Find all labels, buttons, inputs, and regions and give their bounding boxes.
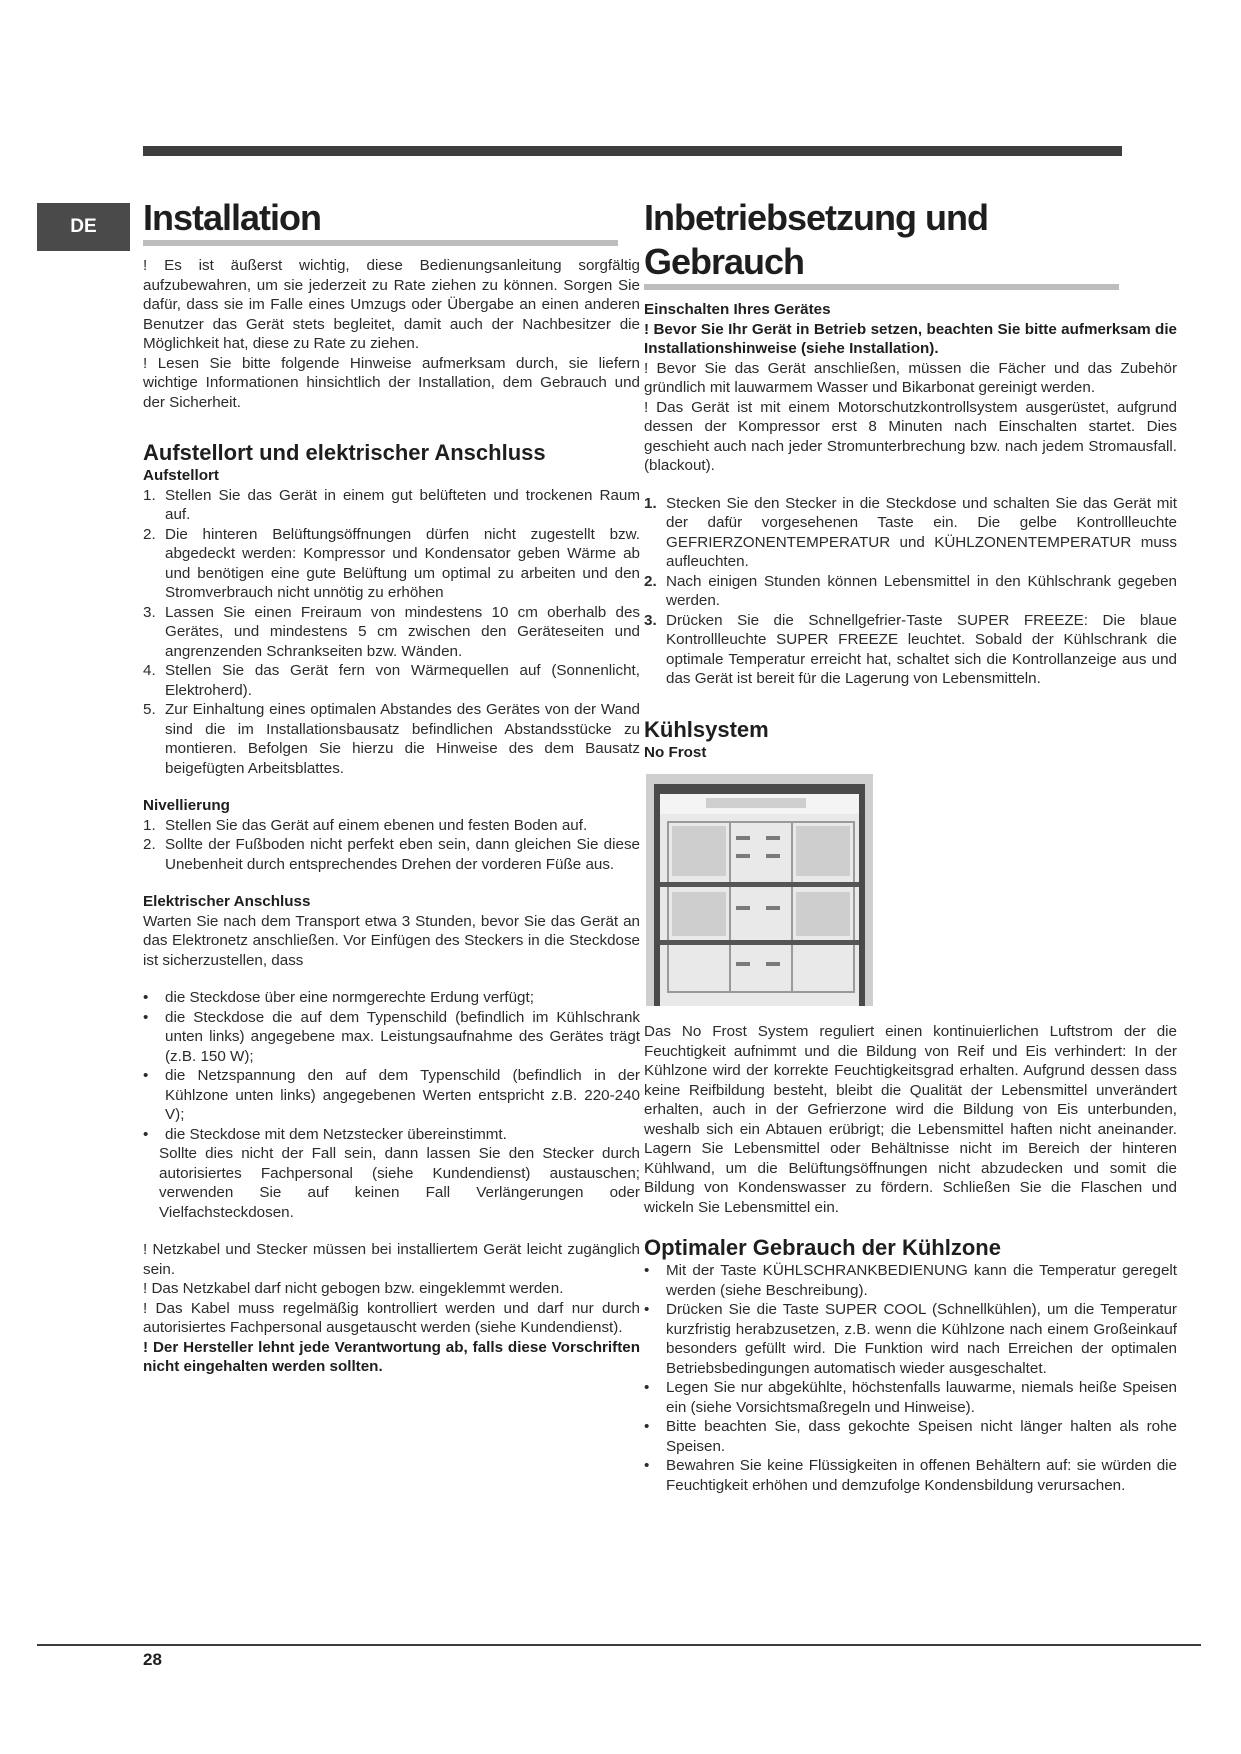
list-item: • Drücken Sie die Taste SUPER COOL (Schnellkühlen), um die Temperatur kurzfristig herabzusetzen, z.B. wenn die Kühlzone nach einem Großeinkauf besonders gefüllt wird. Die Funktion wird nach Erreichen der optimalen Betriebsbedingungen automatisch wieder ausgeschaltet. (644, 1300, 1177, 1378)
note-1: ! Netzkabel und Stecker müssen bei installiertem Gerät leicht zugänglich sein. (143, 1241, 640, 1278)
list-item: 2. Nach einigen Stunden können Lebensmittel in den Kühlschrank gegeben werden. (644, 572, 1177, 609)
language-tab: DE (37, 203, 130, 251)
list-item: 2. Sollte der Fußboden nicht perfekt eben sein, dann gleichen Sie diese Unebenheit durch entsprechendes Drehen der vorderen Füße aus. (143, 836, 640, 873)
note-4: ! Der Hersteller lehnt jede Verantwortung ab, falls diese Vorschriften nicht eingehalten werden sollten. (143, 1338, 640, 1375)
footer-rule (37, 1644, 1201, 1646)
elektrisch-after: Sollte dies nicht der Fall sein, dann lassen Sie den Stecker durch autorisiertes Fachpersonal (siehe Kundendienst) austauschen; verwenden Sie auf keinen Fall Verlängerungen oder Vielfachsteckdosen. (159, 1145, 640, 1221)
list-item: • Bewahren Sie keine Flüssigkeiten in offenen Behältern auf: sie würden die Feuchtigkeit erhöhen und demzufolge Kondensbildung verursachen. (644, 1456, 1177, 1495)
no-frost-paragraph: Das No Frost System reguliert einen kontinuierlichen Luftstrom der die Feuchtigkeit aufnimmt und die Bildung von Reif und Eis verhindert: In der Kühlzone wird der korrekte Feuchtigkeitsgrad erhalten. Aufgrund dessen dass keine Reifbildung besteht, bleibt die Qualität der Lebensmittel unverändert erhalten, auch in der Gefrierzone wird die Bildung von Eis unterbunden, weshalb sich ein Abtauen erübrigt; die Lebensmittel haften nicht aneinander. Lagern Sie Lebensmittel oder Behältnisse nicht im Bereich der hinteren Kühlwand, um die Belüftungsöffnungen nicht abzudecken und somit die Bildung von Kondenswasser zu fördern. Schließen Sie die Flaschen und wickeln Sie Lebensmittel ein. (644, 1023, 1177, 1216)
note-3: ! Das Kabel muss regelmäßig kontrolliert werden und darf nur durch autorisiertes Fachpersonal ausgetauscht werden (siehe Kundendienst). (143, 1299, 640, 1336)
installation-title: Installation (143, 197, 322, 238)
einschalten-warning: ! Bevor Sie Ihr Gerät in Betrieb setzen, beachten Sie bitte aufmerksam die Installationshinweise (siehe Installation). (644, 320, 1177, 357)
inbetrieb-title-line1: Inbetriebsetzung und (644, 197, 988, 238)
list-item: • Bitte beachten Sie, dass gekochte Speisen nicht länger halten als rohe Speisen. (644, 1417, 1177, 1456)
sub-elektrischer-anschluss: Elektrischer Anschluss (143, 893, 311, 910)
list-item: 3. Lassen Sie einen Freiraum von mindestens 10 cm oberhalb des Gerätes, und mindestens 5 cm zwischen den Geräteseiten und angrenzenden Schrankseiten bzw. Wänden. (143, 603, 640, 660)
intro-paragraph-1: ! Es ist äußerst wichtig, diese Bedienungsanleitung sorgfältig aufzubewahren, um sie jederzeit zu Rate ziehen zu können. Sorgen Sie dafür, dass sie im Falle eines Umzugs oder Übergabe an einen anderen Benutzer das Gerät stets begleitet, damit auch der Nachbesitzer die Möglichkeit hat, diese zu Rate zu ziehen. (143, 257, 640, 352)
list-item: 4. Stellen Sie das Gerät fern von Wärmequellen auf (Sonnenlicht, Elektroherd). (143, 662, 640, 699)
list-item: 5. Zur Einhaltung eines optimalen Abstandes des Gerätes von der Wand sind die im Installationsbausatz befindlichen Abstandsstücke zu montieren. Befolgen Sie hierzu die Hinweise des dem Bausatz beigefügten Arbeitsblattes. (143, 701, 640, 777)
list-item: 3. Drücken Sie die Schnellgefrier-Taste SUPER FREEZE: Die blaue Kontrollleuchte SUPER FREEZE leuchtet. Sobald der Kühlschrank die optimale Temperatur erreicht hat, schaltet sich die Kontrollanzeige aus und das Gerät ist bereit für die Lagerung von Lebensmitteln. (644, 611, 1177, 687)
steps-list (644, 494, 1177, 689)
sub-einschalten: Einschalten Ihres Gerätes (644, 301, 831, 318)
left-column (143, 196, 640, 1377)
list-item: • die Steckdose die auf dem Typenschild (befindlich im Kühlschrank unten links) angegebene max. Leistungsaufnahme des Gerätes trägt (z.B. 150 W); (143, 1008, 640, 1067)
elektrisch-bullets (143, 988, 640, 1144)
intro-paragraph-2: ! Lesen Sie bitte folgende Hinweise aufmerksam durch, sie liefern wichtige Informationen hinsichtlich der Installation, dem Gebrauch und der Sicherheit. (143, 354, 640, 411)
fridge-illustration (646, 774, 873, 1006)
einschalten-paragraph-1: ! Bevor Sie das Gerät anschließen, müssen die Fächer und das Zubehör gründlich mit lauwarmem Wasser und Bikarbonat gereinigt werden. (644, 359, 1177, 396)
list-item: • die Netzspannung den auf dem Typenschild (befindlich in der Kühlzone unten links) angegebenen Werten entspricht z.B. 220-240 V); (143, 1066, 640, 1125)
sub-no-frost: No Frost (644, 743, 707, 761)
fridge-interior-icon (646, 774, 873, 1006)
einschalten-paragraph-2: ! Das Gerät ist mit einem Motorschutzkontrollsystem ausgerüstet, aufgrund dessen der Kompressor erst 8 Minuten nach Einschalten startet. Dies geschieht auch nach jeder Stromunterbrechung bzw. nach jedem Stromausfall. (blackout). (644, 398, 1177, 474)
list-item: 1. Stellen Sie das Gerät in einem gut belüfteten und trockenen Raum auf. (143, 486, 640, 523)
aufstellort-list (143, 486, 640, 779)
list-item: 1. Stecken Sie den Stecker in die Steckdose und schalten Sie das Gerät mit der dafür vorgesehenen Taste ein. Die gelbe Kontrollleuchte GEFRIERZONENTEMPERATUR und KÜHLZONENTEMPERATUR muss aufleuchten. (644, 494, 1177, 570)
inbetrieb-heading-wrap (644, 196, 1119, 290)
section-aufstellort-title: Aufstellort und elektrischer Anschluss (143, 440, 546, 465)
header-bar (143, 146, 1122, 156)
right-column (644, 196, 1177, 1495)
list-item: • die Steckdose über eine normgerechte Erdung verfügt; (143, 988, 640, 1008)
section-optimal-title: Optimaler Gebrauch der Kühlzone (644, 1235, 1001, 1260)
page-number: 28 (143, 1650, 162, 1669)
nivellierung-list (143, 816, 640, 875)
list-item: 1. Stellen Sie das Gerät auf einem ebenen und festen Boden auf. (143, 816, 588, 834)
inbetrieb-title-line2: Gebrauch (644, 241, 805, 282)
section-kuehlsystem-title: Kühlsystem (644, 716, 769, 742)
list-item: • Mit der Taste KÜHLSCHRANKBEDIENUNG kann die Temperatur geregelt werden (siehe Beschreibung). (644, 1261, 1177, 1300)
optimal-bullets (644, 1261, 1177, 1495)
list-item: • die Steckdose mit dem Netzstecker übereinstimmt. (143, 1125, 640, 1145)
sub-nivellierung: Nivellierung (143, 797, 230, 814)
elektrisch-paragraph: Warten Sie nach dem Transport etwa 3 Stunden, bevor Sie das Gerät an das Elektronetz anschließen. Vor Einfügen des Steckers in die Steckdose ist sicherzustellen, dass (143, 912, 640, 969)
installation-heading-wrap (143, 196, 618, 246)
list-item: 2. Die hinteren Belüftungsöffnungen dürfen nicht zugestellt bzw. abgedeckt werden: Kompressor und Kondensator geben Wärme ab und benötigen eine gute Belüftung um optimal zu arbeiten und den Stromverbrauch nicht unnötig zu erhöhen (143, 525, 640, 601)
sub-aufstellort: Aufstellort (143, 467, 219, 484)
note-2: ! Das Netzkabel darf nicht gebogen bzw. eingeklemmt werden. (143, 1280, 564, 1297)
list-item: • Legen Sie nur abgekühlte, höchstenfalls lauwarme, niemals heiße Speisen ein (siehe Vorsichtsmaßregeln und Hinweise). (644, 1378, 1177, 1417)
